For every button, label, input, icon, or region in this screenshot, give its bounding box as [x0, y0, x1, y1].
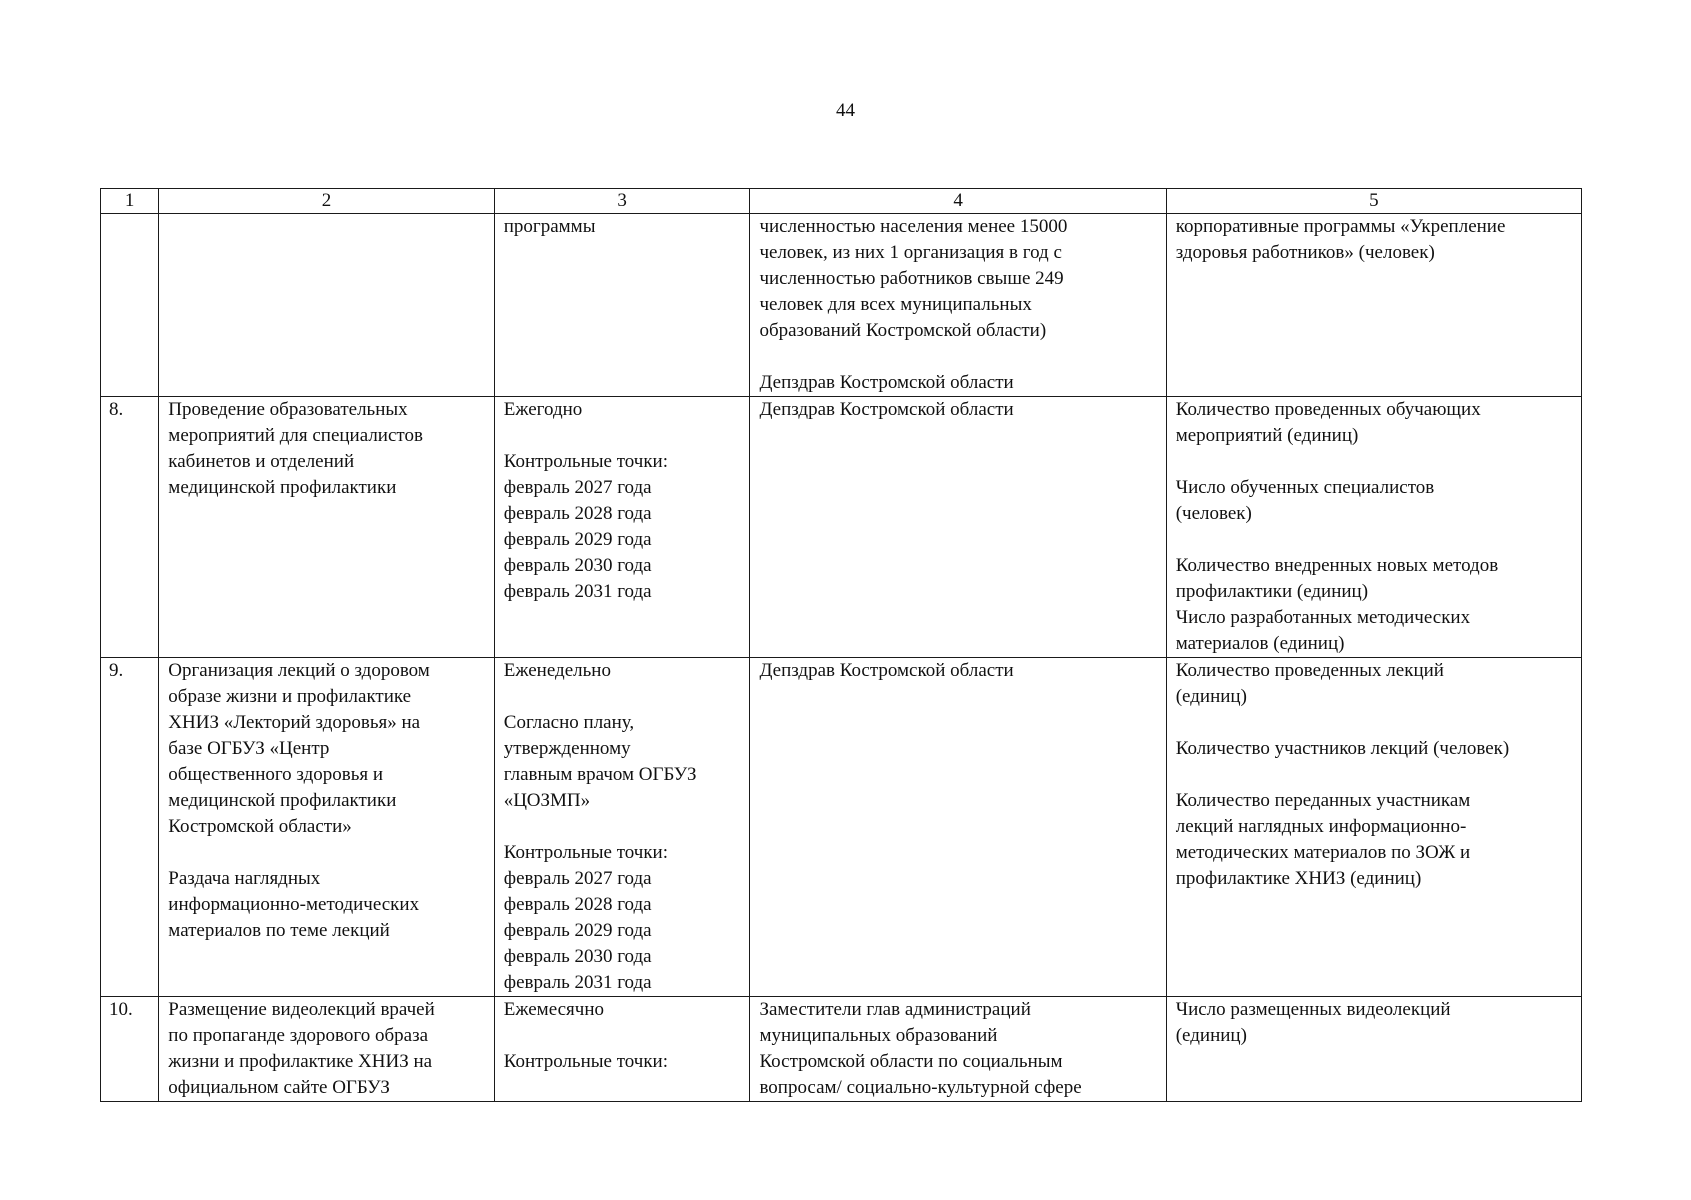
cell-text-line: мероприятий для специалистов	[168, 425, 423, 446]
cell-text-line: профилактики (единиц)	[1175, 581, 1369, 602]
blank-line	[1176, 449, 1572, 475]
column-header-5: 5	[1166, 189, 1581, 214]
cell-text-line: Заместители глав администраций	[759, 999, 1031, 1020]
cell-col2	[159, 658, 494, 997]
cell-text-line: Проведение образовательных	[168, 399, 408, 420]
blank-line	[504, 814, 741, 840]
cell-text-line: февраль 2030 года	[503, 946, 652, 967]
page-number: 44	[836, 100, 855, 121]
cell-text-line: медицинской профилактики	[168, 790, 397, 811]
row-number: 10.	[101, 997, 159, 1102]
cell-text-line: профилактике ХНИЗ (единиц)	[1175, 868, 1422, 889]
cell-text-line: Число разработанных методических	[1175, 607, 1471, 628]
cell-text-line: главным врачом ОГБУЗ	[503, 764, 697, 785]
cell-text-line: Раздача наглядных	[168, 868, 321, 889]
cell-text-line: Количество внедренных новых методов	[1175, 555, 1499, 576]
cell-text-line: Ежемесячно	[503, 999, 605, 1020]
cell-text-line: февраль 2031 года	[503, 581, 652, 602]
cell-text-line: «ЦОЗМП»	[503, 790, 591, 811]
cell-text-line: численностью населения менее 15000	[759, 216, 1068, 237]
cell-text-line: ХНИЗ «Лекторий здоровья» на	[168, 712, 421, 733]
blank-line	[504, 423, 741, 449]
cell-text-line: (человек)	[1175, 503, 1252, 524]
cell-col3	[494, 214, 750, 397]
blank-line	[1176, 762, 1572, 788]
cell-text-line: Число обученных специалистов	[1175, 477, 1435, 498]
cell-col5	[1166, 658, 1581, 997]
column-header-3: 3	[494, 189, 750, 214]
blank-line	[504, 1023, 741, 1049]
blank-line	[168, 840, 484, 866]
cell-text-line: программы	[503, 216, 596, 237]
cell-text-line: февраль 2029 года	[503, 920, 652, 941]
cell-col4	[750, 214, 1166, 397]
cell-text-line: жизни и профилактике ХНИЗ на	[168, 1051, 433, 1072]
blank-line	[1176, 710, 1572, 736]
table-header-row	[101, 189, 1582, 214]
cell-text-line: Контрольные точки:	[503, 451, 669, 472]
cell-col4	[750, 658, 1166, 997]
cell-text-line: (единиц)	[1175, 686, 1247, 707]
cell-text-line: кабинетов и отделений	[168, 451, 355, 472]
cell-text-line: Количество проведенных обучающих	[1175, 399, 1481, 420]
cell-text-line: корпоративные программы «Укрепление	[1175, 216, 1506, 237]
cell-text-line: Согласно плану,	[503, 712, 635, 733]
cell-text-line: материалов (единиц)	[1175, 633, 1345, 654]
cell-col2	[159, 397, 494, 658]
cell-text-line: Депздрав Костромской области	[759, 372, 1014, 393]
cell-text-line: вопросам/ социально-культурной сфере	[759, 1077, 1082, 1098]
cell-text-line: Депздрав Костромской области	[759, 399, 1014, 420]
cell-col3	[494, 658, 750, 997]
cell-col5	[1166, 214, 1581, 397]
column-header-1: 1	[101, 189, 159, 214]
cell-text-line: февраль 2028 года	[503, 894, 652, 915]
cell-col2	[159, 997, 494, 1102]
cell-text-line: методических материалов по ЗОЖ и	[1175, 842, 1471, 863]
cell-text-line: февраль 2030 года	[503, 555, 652, 576]
cell-text-line: февраль 2031 года	[503, 972, 652, 993]
cell-text-line: Костромской области»	[168, 816, 352, 837]
cell-text-line: Еженедельно	[503, 660, 611, 681]
cell-text-line: Организация лекций о здоровом	[168, 660, 430, 681]
cell-col3	[494, 997, 750, 1102]
cell-text-line: утвержденному	[503, 738, 631, 759]
cell-text-line: человек, из них 1 организация в год с	[759, 242, 1062, 263]
blank-line	[759, 344, 1156, 370]
cell-text-line: лекций наглядных информационно-	[1175, 816, 1467, 837]
column-header-2: 2	[159, 189, 494, 214]
cell-text-line: здоровья работников» (человек)	[1175, 242, 1435, 263]
cell-text-line: февраль 2028 года	[503, 503, 652, 524]
cell-text-line: Ежегодно	[503, 399, 583, 420]
cell-text-line: Число размещенных видеолекций	[1175, 999, 1451, 1020]
blank-line	[504, 684, 741, 710]
cell-col4	[750, 397, 1166, 658]
cell-text-line: февраль 2027 года	[503, 477, 652, 498]
column-header-4: 4	[750, 189, 1166, 214]
table-row	[101, 997, 1582, 1102]
cell-text-line: мероприятий (единиц)	[1175, 425, 1359, 446]
cell-text-line: муниципальных образований	[759, 1025, 998, 1046]
cell-text-line: Размещение видеолекций врачей	[168, 999, 435, 1020]
row-number: 8.	[101, 397, 159, 658]
cell-text-line: образований Костромской области)	[759, 320, 1047, 341]
cell-text-line: февраль 2027 года	[503, 868, 652, 889]
cell-col4	[750, 997, 1166, 1102]
table-row	[101, 658, 1582, 997]
cell-text-line: (единиц)	[1175, 1025, 1247, 1046]
measures-table	[100, 188, 1582, 1102]
cell-text-line: Контрольные точки:	[503, 842, 669, 863]
cell-text-line: Депздрав Костромской области	[759, 660, 1014, 681]
table-row	[101, 397, 1582, 658]
table-row	[101, 214, 1582, 397]
cell-col2	[159, 214, 494, 397]
cell-text-line: информационно-методических	[168, 894, 420, 915]
cell-col5	[1166, 397, 1581, 658]
blank-line	[1176, 527, 1572, 553]
cell-col3	[494, 397, 750, 658]
cell-text-line: Контрольные точки:	[503, 1051, 669, 1072]
cell-text-line: Количество участников лекций (человек)	[1175, 738, 1510, 759]
cell-text-line: официальном сайте ОГБУЗ	[168, 1077, 390, 1098]
cell-text-line: общественного здоровья и	[168, 764, 384, 785]
cell-text-line: по пропаганде здорового образа	[168, 1025, 429, 1046]
row-number	[101, 214, 159, 397]
cell-text-line: Костромской области по социальным	[759, 1051, 1063, 1072]
cell-text-line: образе жизни и профилактике	[168, 686, 412, 707]
cell-text-line: Количество переданных участникам	[1175, 790, 1471, 811]
cell-text-line: материалов по теме лекций	[168, 920, 390, 941]
cell-text-line: численностью работников свыше 249	[759, 268, 1064, 289]
cell-text-line: базе ОГБУЗ «Центр	[168, 738, 330, 759]
cell-text-line: Количество проведенных лекций	[1175, 660, 1444, 681]
cell-col5	[1166, 997, 1581, 1102]
cell-text-line: февраль 2029 года	[503, 529, 652, 550]
cell-text-line: человек для всех муниципальных	[759, 294, 1032, 315]
cell-text-line: медицинской профилактики	[168, 477, 397, 498]
row-number: 9.	[101, 658, 159, 997]
